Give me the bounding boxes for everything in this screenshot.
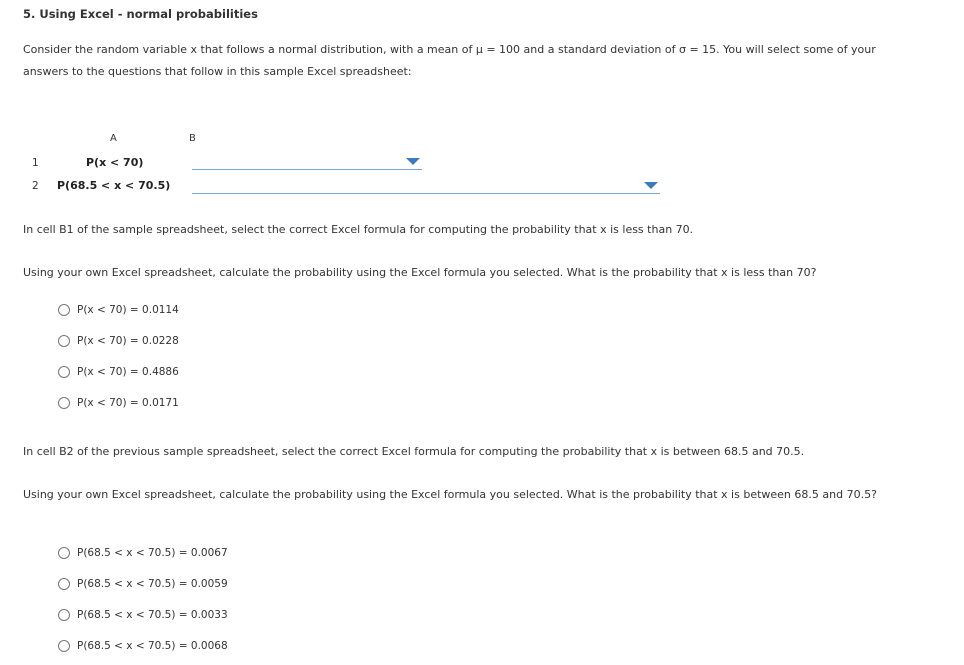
column-header-a: A [110, 133, 117, 144]
chevron-down-icon [644, 182, 658, 189]
question-title: 5. Using Excel - normal probabilities [23, 7, 258, 21]
row-number-2: 2 [32, 180, 39, 192]
chevron-down-icon [406, 158, 420, 165]
part1-instruction: In cell B1 of the sample spreadsheet, select the correct Excel formula for computing the probability that x is less than 70. [23, 223, 694, 236]
radio-button[interactable] [58, 335, 70, 347]
option-label: P(x < 70) = 0.4886 [77, 366, 179, 378]
column-header-b: B [189, 133, 196, 144]
part1-prompt: Using your own Excel spreadsheet, calculate the probability using the Excel formula you selected. What is the probability that x is less than 70? [23, 266, 817, 279]
radio-button[interactable] [58, 366, 70, 378]
radio-button[interactable] [58, 304, 70, 316]
radio-button[interactable] [58, 547, 70, 559]
part2-prompt: Using your own Excel spreadsheet, calculate the probability using the Excel formula you selected. What is the probability that x is between 68.5 and 70.5? [23, 488, 877, 501]
cell-b2-formula-dropdown[interactable] [192, 179, 660, 194]
part2-instruction: In cell B2 of the previous sample spreadsheet, select the correct Excel formula for computing the probability that x is between 68.5 and 70.5. [23, 445, 805, 458]
radio-button[interactable] [58, 640, 70, 652]
option-label: P(x < 70) = 0.0228 [77, 335, 179, 347]
cell-a1: P(x < 70) [86, 156, 144, 169]
cell-b1-formula-dropdown[interactable] [192, 155, 422, 170]
option-label: P(x < 70) = 0.0171 [77, 397, 179, 409]
option-label: P(68.5 < x < 70.5) = 0.0067 [77, 547, 228, 559]
radio-button[interactable] [58, 609, 70, 621]
question-intro: Consider the random variable x that follows a normal distribution, with a mean of μ = 100 and a standard deviation of σ = 15. You will select some of your answers to the questions that follow in this sample Excel spreadsheet: [23, 43, 876, 78]
radio-button[interactable] [58, 578, 70, 590]
radio-button[interactable] [58, 397, 70, 409]
option-label: P(x < 70) = 0.0114 [77, 304, 179, 316]
option-label: P(68.5 < x < 70.5) = 0.0068 [77, 640, 228, 652]
cell-a2: P(68.5 < x < 70.5) [57, 179, 171, 192]
row-number-1: 1 [32, 157, 39, 169]
option-label: P(68.5 < x < 70.5) = 0.0059 [77, 578, 228, 590]
option-label: P(68.5 < x < 70.5) = 0.0033 [77, 609, 228, 621]
